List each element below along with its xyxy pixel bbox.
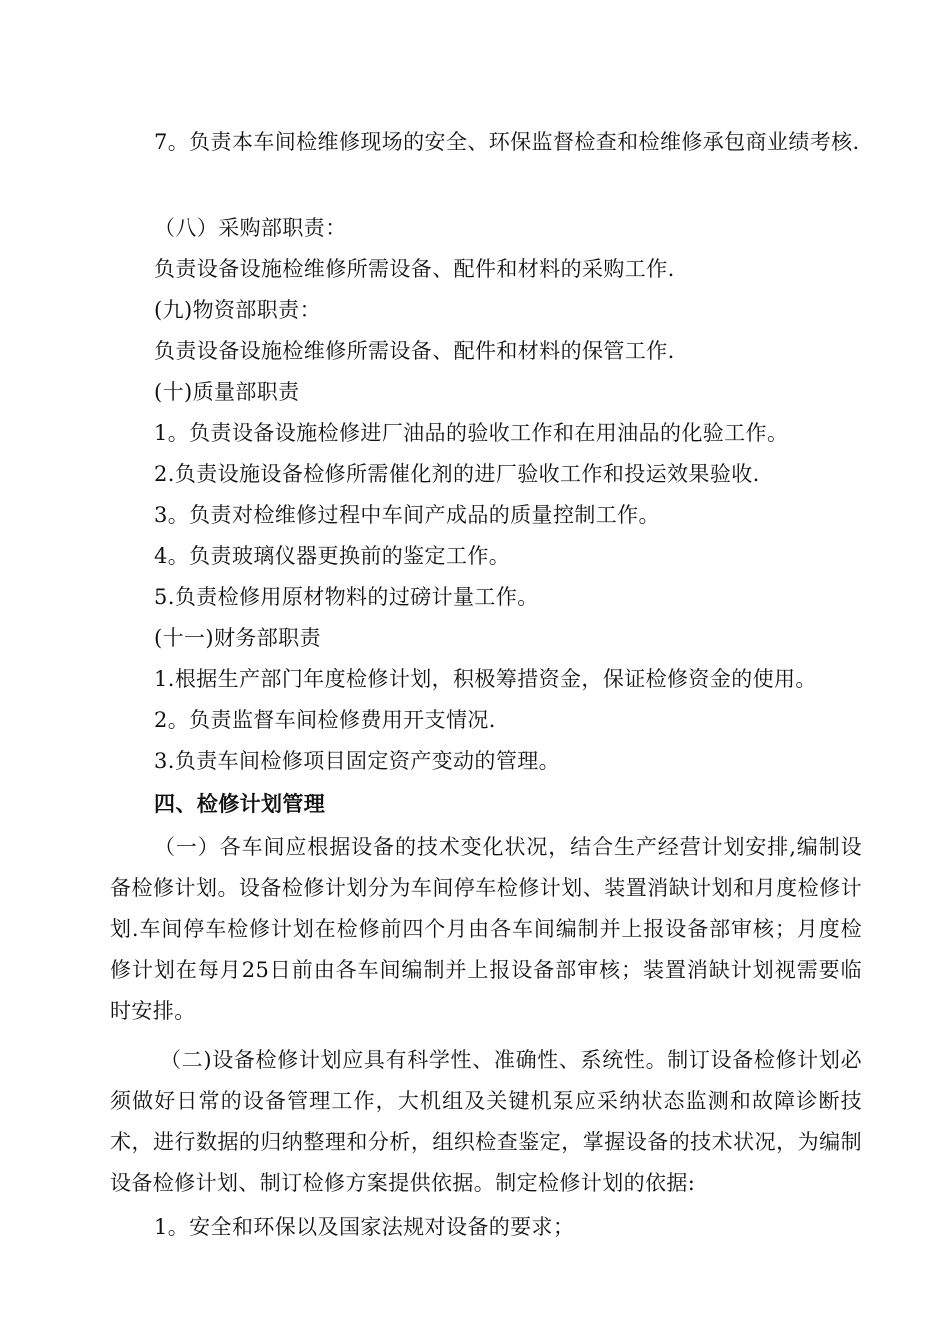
paragraph-quality-3: 3。负责对检维修过程中车间产成品的质量控制工作。 [154, 503, 660, 527]
paragraph-plan-2: （二)设备检修计划应具有科学性、准确性、系统性。制订设备检修计划必须做好日常的设备管理工作，大机组及关键机泵应采纳状态监测和故障诊断技术，进行数据的归纳整理和分析，组织检查鉴定，掌握设备的技术状况，为编制设备检修计划、制订检修方案提供依据。制定检修计划的依据: [110, 1048, 862, 1195]
section-heading-procurement: （八）采购部职责： [154, 216, 347, 240]
paragraph-finance-2: 2。负责监督车间检修费用开支情况. [154, 708, 496, 732]
paragraph-quality-4: 4。负责玻璃仪器更换前的鉴定工作。 [154, 544, 511, 568]
paragraph-item-7: 7。负责本车间检维修现场的安全、环保监督检查和检维修承包商业绩考核. [154, 130, 860, 154]
paragraph-finance-1: 1.根据生产部门年度检修计划，积极筹措资金，保证检修资金的使用。 [154, 667, 817, 691]
paragraph-procurement: 负责设备设施检维修所需设备、配件和材料的采购工作. [154, 257, 675, 281]
paragraph-plan-1: （一）各车间应根据设备的技术变化状况，结合生产经营计划安排,编制设备检修计划。设备检修计划分为车间停车检修计划、装置消缺计划和月度检修计划.车间停车检修计划在检修前四个月由各车间编制并上报设备部审核；月度检修计划在每月25日前由各车间编制并上报设备部审核；装置消缺计划视需要临时安排。 [110, 835, 862, 1023]
section-heading-finance: (十一)财务部职责 [154, 626, 321, 650]
paragraph-quality-1: 1。负责设备设施检修进厂油品的验收工作和在用油品的化验工作。 [154, 421, 789, 445]
section-heading-materials: (九)物资部职责： [154, 298, 321, 322]
paragraph-plan-basis-1: 1。安全和环保以及国家法规对设备的要求； [154, 1215, 575, 1239]
section-heading-maintenance-plan: 四、检修计划管理 [154, 792, 326, 816]
paragraph-quality-5: 5.负责检修用原材物料的过磅计量工作。 [154, 585, 539, 609]
paragraph-finance-3: 3.负责车间检修项目固定资产变动的管理。 [154, 749, 561, 773]
section-heading-quality: (十)质量部职责 [154, 380, 300, 404]
paragraph-quality-2: 2.负责设施设备检修所需催化剂的进厂验收工作和投运效果验收. [154, 462, 760, 486]
paragraph-materials: 负责设备设施检维修所需设备、配件和材料的保管工作. [154, 339, 675, 363]
